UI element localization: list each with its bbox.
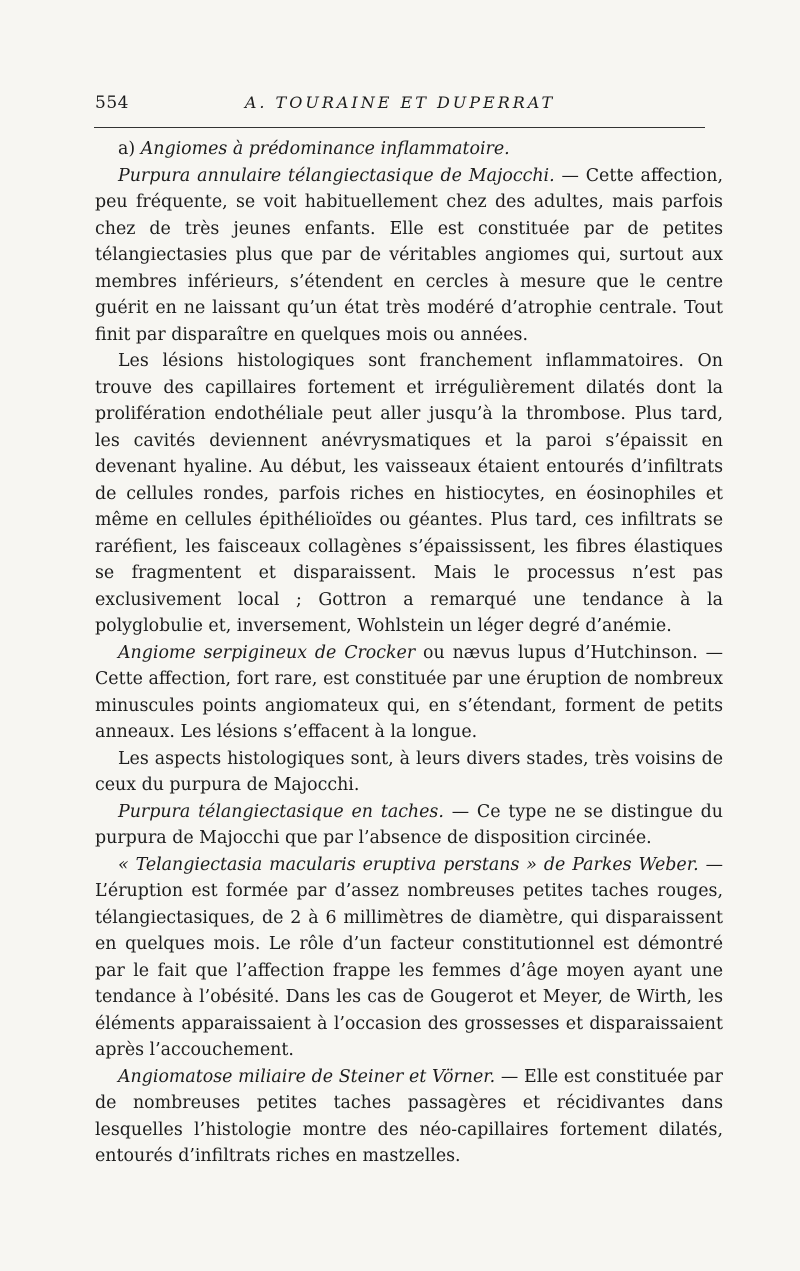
paragraph-lead: Purpura télangiectasique en taches. xyxy=(118,801,444,822)
paragraph-histology-majocchi xyxy=(95,348,723,640)
paragraph-lead: Angiomatose miliaire de Steiner et Vörner. xyxy=(118,1066,496,1087)
paragraph-text: ou nævus lupus d’Hutchinson. — Cette affection, fort rare, est constituée par une éruption de nombreux minuscules points angiomateux qui, en s’étendant, forment de petits anneaux. Les lésions s’effacent à la longue. xyxy=(95,642,723,742)
paragraph-histology-crocker xyxy=(95,746,723,799)
paragraph-lead: Angiome serpigineux de Crocker xyxy=(118,642,416,663)
body-text xyxy=(95,136,723,1170)
paragraph-majocchi xyxy=(95,163,723,349)
paragraph-text: Les aspects histologiques sont, à leurs divers stades, très voisins de ceux du purpura de Majocchi. xyxy=(95,748,723,795)
paragraph-lead: Purpura annulaire télangiectasique de Majocchi. xyxy=(118,165,555,186)
running-head: A. TOURAINE ET DUPERRAT xyxy=(244,93,556,112)
paragraph-parkes-weber xyxy=(95,852,723,1064)
paragraph-text: — Elle est constituée par de nombreuses petites taches passagères et récidivantes dans lesquelles l’histologie montre des néo-capillaires fortement dilatés, entourés d’infiltrats riches en mastzelles. xyxy=(95,1066,723,1166)
paragraph-crocker xyxy=(95,640,723,746)
section-label: a) xyxy=(118,139,136,159)
paragraph-text: Les lésions histologiques sont franchement inflammatoires. On trouve des capillaires fortement et irrégulièrement dilatés dont la prolifération endothéliale peut aller jusqu’à la thrombose. Plus tard, les cavités deviennent anévrysmatiques et la paroi s’épaissit en devenant hyaline. Au début, les vaisseaux étaient entourés d’infiltrats de cellules rondes, parfois riches en histiocytes, en éosinophiles et même en cellules épithélioïdes ou géantes. Plus tard, ces infiltrats se raréfient, les faisceaux collagènes s’épaississent, les fibres élastiques se fragmentent et disparaissent. Mais le processus n’est pas exclusivement local ; Gottron a remarqué une tendance à la polyglobulie et, inversement, Wohlstein un léger degré d’anémie. xyxy=(95,351,723,636)
section-title: Angiomes à prédominance inflammatoire. xyxy=(140,139,510,159)
section-heading xyxy=(95,136,723,163)
paragraph-steiner-vorner xyxy=(95,1064,723,1170)
paragraph-text: — Ce type ne se distingue du purpura de Majocchi que par l’absence de disposition circinée. xyxy=(95,801,723,848)
paragraph-text: — L’éruption est formée par d’assez nombreuses petites taches rouges, télangiectasiques, de 2 à 6 millimètres de diamètre, qui disparaissent en quelques mois. Le rôle d’un facteur constitutionnel est démontré par le fait que l’affection frappe les femmes d’âge moyen ayant une tendance à l’obésité. Dans les cas de Gougerot et Meyer, de Wirth, les éléments apparaissaient à l’occasion des grossesses et disparaissaient après l’accouchement. xyxy=(95,854,723,1060)
paragraph-lead: « Telangiectasia macularis eruptiva perstans » de Parkes Weber. xyxy=(118,854,699,875)
paragraph-text: — Cette affection, peu fréquente, se voit habituellement chez des adultes, mais parfois chez de très jeunes enfants. Elle est constituée par de petites télangiectasies plus que par de véritables angiomes qui, surtout aux membres inférieurs, s’étendent en cercles à mesure que le centre guérit en ne laissant qu’un état très modéré d’atrophie centrale. Tout finit par disparaître en quelques mois ou années. xyxy=(95,165,723,345)
paragraph-purpura-taches xyxy=(95,799,723,852)
header-rule xyxy=(94,127,705,128)
page-number: 554 xyxy=(95,93,129,113)
